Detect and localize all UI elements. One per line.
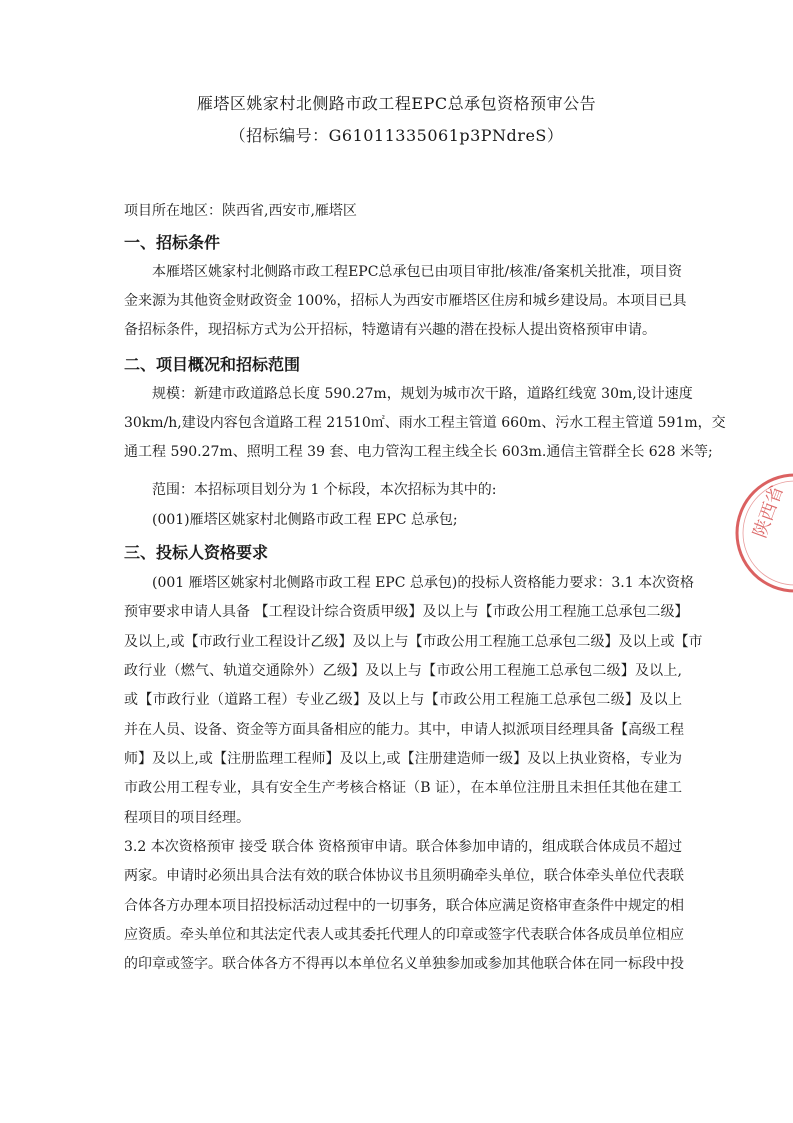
paragraph-line: 师】及以上,或【注册监理工程师】及以上,或【注册建造师一级】及以上执业资格，专业为 (124, 751, 682, 767)
region-line: 项目所在地区：陕西省,西安市,雁塔区 (124, 203, 357, 219)
paragraph-line: 金来源为其他资金财政资金 100%，招标人为西安市雁塔区住房和城乡建设局。本项目已具 (124, 293, 687, 309)
document-title: 雁塔区姚家村北侧路市政工程EPC总承包资格预审公告 (196, 94, 597, 113)
paragraph-line: 及以上,或【市政行业工程设计乙级】及以上与【市政公用工程施工总承包二级】及以上或【市 (124, 634, 703, 650)
section-heading-2: 二、项目概况和招标范围 (124, 355, 301, 374)
section-heading-1: 一、招标条件 (124, 233, 221, 252)
paragraph-line: 并在人员、设备、资金等方面具备相应的能力。其中，申请人拟派项目经理具备【高级工程 (124, 722, 684, 738)
document-subtitle: （招标编号：G61011335061p3PNdreS） (229, 126, 564, 145)
paragraph-line: 应资质。牵头单位和其法定代表人或其委托代理人的印章或签字代表联合体各成员单位相应 (124, 927, 684, 943)
paragraph-line: 两家。申请时必须出具合法有效的联合体协议书且须明确牵头单位，联合体牵头单位代表联 (124, 868, 684, 884)
paragraph-line: 预审要求申请人具备 【工程设计综合资质甲级】及以上与【市政公用工程施工总承包二级】 (124, 604, 689, 620)
paragraph-line: 政行业（燃气、轨道交通除外）乙级】及以上与【市政公用工程施工总承包二级】及以上, (124, 663, 682, 679)
official-seal-stamp (730, 468, 793, 598)
paragraph-line: (001)雁塔区姚家村北侧路市政工程 EPC 总承包; (152, 512, 458, 528)
paragraph-line: 市政公用工程专业，具有安全生产考核合格证（B 证），在本单位注册且未担任其他在建工 (124, 780, 682, 796)
paragraph-line: 备招标条件，现招标方式为公开招标，特邀请有兴趣的潜在投标人提出资格预审申请。 (124, 322, 656, 338)
paragraph-line: 的印章或签字。联合体各方不得再以本单位名义单独参加或参加其他联合体在同一标段中投 (124, 956, 684, 972)
paragraph-line: 规模：新建市政道路总长度 590.27m，规划为城市次干路，道路红线宽 30m,设计速度 (152, 386, 693, 402)
section-heading-3: 三、投标人资格要求 (124, 543, 269, 562)
paragraph-line: (001 雁塔区姚家村北侧路市政工程 EPC 总承包)的投标人资格能力要求：3.1 本次资格 (152, 575, 695, 591)
paragraph-line: 合体各方办理本项目招投标活动过程中的一切事务，联合体应满足资格审查条件中规定的相 (124, 898, 684, 914)
paragraph-line: 3.2 本次资格预审 接受 联合体 资格预审申请。联合体参加申请的，组成联合体成员不超过 (124, 839, 683, 855)
paragraph-line: 范围：本招标项目划分为 1 个标段，本次招标为其中的: (152, 482, 497, 498)
seal-text: 陕西省 (749, 482, 788, 541)
paragraph-line: 本雁塔区姚家村北侧路市政工程EPC总承包已由项目审批/核准/备案机关批准，项目资 (152, 264, 682, 280)
paragraph-line: 或【市政行业（道路工程）专业乙级】及以上与【市政公用工程施工总承包二级】及以上 (124, 692, 682, 708)
paragraph-line: 30km/h,建设内容包含道路工程 21510㎡、雨水工程主管道 660m、污水工程主管道 591m，交 (124, 415, 726, 431)
paragraph-line: 通工程 590.27m、照明工程 39 套、电力管沟工程主线全长 603m.通信主管群全长 628 米等; (124, 444, 713, 460)
paragraph-line: 程项目的项目经理。 (124, 810, 250, 826)
